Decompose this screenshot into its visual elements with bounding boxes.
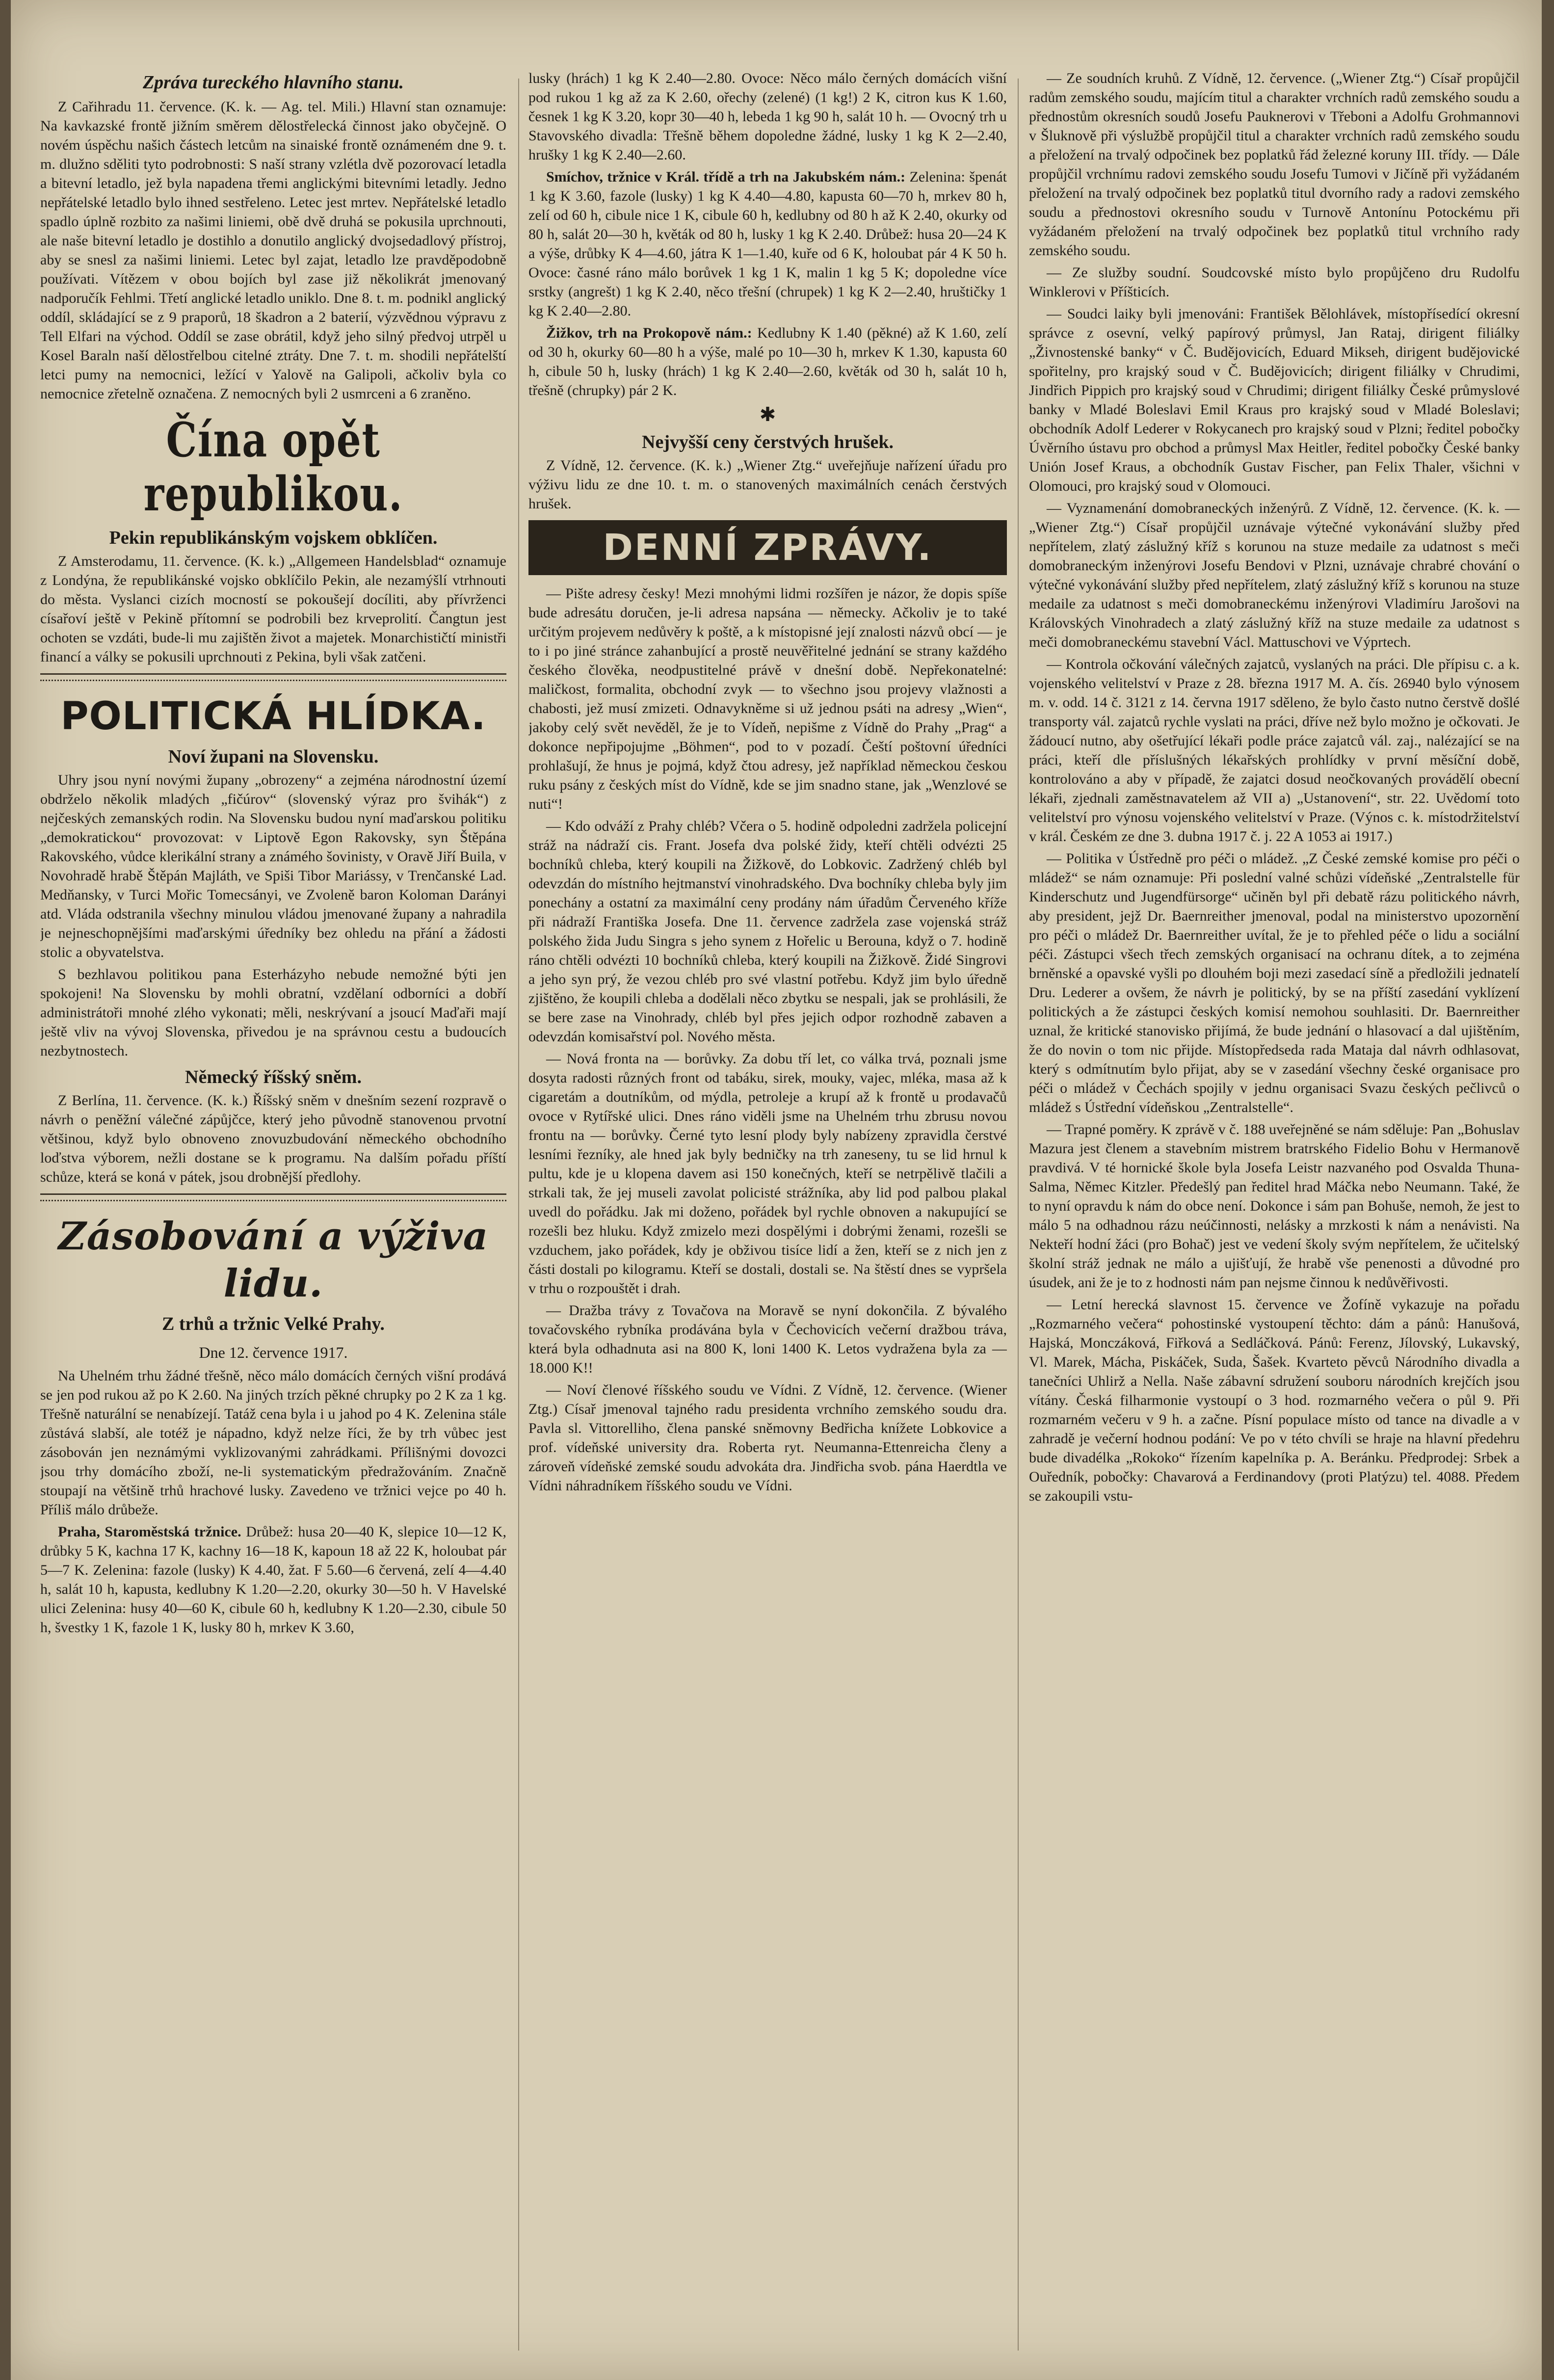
article-headline: Německý říšský sněm.	[185, 1067, 362, 1087]
article-body: Kedlubny K 1.40 (pěkné) až K 1.60, zelí od 30 h, okurky 60—80 h a výše, malé po 10—30 h, mrkev K 1.30, kapusta 60 h, cibule 50 h, lusky (hrách) 1 kg K 2.40—2.60, květák od 30 h, salát 10 h, třešně (chrupky) pár 2 K.	[528, 325, 1007, 398]
article-body: — Pište adresy česky! Mezi mnohými lidmi rozšířen je názor, že dopis spíše bude adresátu doručen, je-li adresa napsána — německy. Ačkoliv je to také určitým projevem nedůvěry k poště, a k místopisné její znalosti názvů obcí — je to i po jiné stránce zahanbující a prostě neuvěřitelné jednání se strany každého českého člověka, neodpustitelné právě v dnešní době. Nepřekonatelné: maličkost, formalita, obchodní zvyk — to všechno jsou projevy vlažnosti a chabosti, jež musí zmizeti. Odnavykněme si už jednou psáti na adresy „Wien“, jakoby celý svět nevěděl, že je to Vídeň, nepišme z Vídně do Prahy „Prag“ a dokonce nepřipojujme „Böhmen“, pod to v pozadí. Čeští poštovní úředníci prohlašují, že hnus je pojmá, když čtou adresy, jež například německou českou ruku psány z českých míst do Vídně, kde se jim snadno stane, jak „Wenzlové se nuti“!	[528, 585, 1007, 812]
article-headline: Pekin republikánským vojskem obklíčen.	[109, 528, 438, 548]
column-middle	[528, 69, 1007, 2360]
dateline: Dne 12. července 1917.	[199, 1344, 348, 1361]
article-body: — Noví členové říšského soudu ve Vídni. Z Vídně, 12. července. (Wiener Ztg.) Císař jmenoval tajného radu presidenta vrchního zemského soudu dra. Pavla sl. Vittorelliho, člena panské sněmovny Bedřicha knížete Lobkovice a prof. vídeňské university dra. Roberta ryt. Neumanna-Ettenreicha členy a zároveň vídeňské zemské soudu advokáta dra. Jindřicha svob. pána Haerdtla ve Vídni náhradníkem říšského soudu ve Vídni.	[528, 1382, 1007, 1494]
article-body: Uhry jsou nyní novými župany „obrozeny“ a zejména národnostní území obdrželo několik mladých „fičúrov“ (slovenský výraz pro švihák“) z nejčeských zemanských rodin. Na Slovensku budou nyní maďarskou politiku „demokratickou“ provozovat: v Liptově Egon Rakovsky, syn Štěpána Rakovského, vůdce klerikální strany a známého šovinisty, v Oravě Jiří Buila, v Novohradě hrabě Štěpán Majláth, ve Spiši Tibor Mariássy, v Trenčanské Lad. Medňansky, v Turci Mořic Tomecsányi, ve Zvoleně baron Koloman Darányi atd. Vláda odstranila všechny minulou vládou jmenované župany a nahradila je nejneschopnějšími maďarskými úředníky bez ohledu na přání a žádosti stolic a obyvatelstva.	[40, 772, 506, 960]
section-banner: DENNÍ ZPRÁVY.	[528, 520, 1007, 575]
column-rule	[518, 79, 519, 2351]
newspaper-page	[11, 0, 1542, 2380]
article-body: Na Uhelném trhu žádné třešně, něco málo domácích černých višní prodává se jen pod rukou až po K 2.60. Na jiných trzích pěkné chrupky po 2 K za 1 kg. Třešně naturální se nenabízejí. Tatáž cena byla i u jahod po 4 K. Zelenina stále zůstává slabší, ale totéž je nápadno, když nelze říci, že by trh vůbec jest zásobován jen neznámými vyklizovanými zahrádkami. Přílišnými dovozci jsou trhy domácího zboží, ne-li systematickým předražováním. Značně stoupají na většině trhů hrachové lusky. Zavedeno ve tržnici vejce po 40 h. Příliš málo drůbeže.	[40, 1368, 506, 1518]
article-body: Z Berlína, 11. července. (K. k.) Říšský sněm v dnešním sezení rozpravě o návrh o peněžní válečné zápůjčce, který jeho původně stanovenou prvotní většinou, když bylo obnoveno znovuzbudování německého obchodního loďstva výborem, nežli dostane se k programu. Na dalším pořadu příští schůze, která se koná v pátek, jsou drobnější předlohy.	[40, 1092, 506, 1185]
section-title: Zásobování a výživa lidu.	[58, 1214, 489, 1306]
paragraph-lead: Žižkov, trh na Prokopově nám.:	[546, 325, 752, 341]
article-body: — Vyznamenání domobraneckých inženýrů. Z Vídně, 12. července. (K. k. — „Wiener Ztg.“) Císař propůjčil uznávaje výtečné vykonávání služby před nepřítelem, zlatý záslužný kříž s korunou na stuze medaile za udatnost s meči domobraneckým inženýrovi Josefu Bendovi v Plzni, uznávaje chrabré chování o výtečné vykonávání služby před nepřítelem, zlatý záslužný kříž s korunou na stuze medaile za udatnost s meči domobraneckému inženýrovi Vladimíru Jarošovi na Královských Vinohradech a zlatý záslužný kříž na stuze medaile za udatnost s meči domobraneckému stavební Václ. Mattuschovi ve Výprtech.	[1029, 500, 1520, 650]
article-body: S bezhlavou politikou pana Esterházyho nebude nemožné býti jen spokojeni! Na Slovensku by mohli obratní, vzdělaní odborníci a dobří administrátoři mnohé zlého vykonati; měli, neskrývaní a jsoucí Maďaři mají ještě vliv na vývoj Slovenska, přivedou je na správnou cestu a budoucích nezbytnostech.	[40, 966, 506, 1059]
separator-asterisk-icon: ✱	[759, 403, 776, 425]
page-headline: Čína opět republikou.	[143, 412, 403, 522]
divider	[40, 1193, 506, 1201]
article-body: Z Amsterodamu, 11. července. (K. k.) „Allgemeen Handelsblad“ oznamuje z Londýna, že republikánské vojsko obklíčilo Pekin, ale nezamýšlí vtrhnouti do města. Vyslanci cizích mocností se pokoušejí docíliti, aby přívrženci císařoví ještě v Pekině přítomní se podrobili bez krveprolití. Čangtun jest ochoten se vzdáti, bude-li mu zajištěn život a majetek. Monarchističtí ministři financí a války se pokusili uprchnouti z Pekina, byli však zatčeni.	[40, 553, 506, 665]
article-body: — Politika v Ústředně pro péči o mládež. „Z České zemské komise pro péči o mládež“ se nám oznamuje: Při poslední valné schůzi vídeňské „Zentralstelle für Kinderschutz und Jugendfürsorge“ učiněn byl při debatě rázu politického návrh, aby president, jejž Dr. Baernreither jmenoval, podal na ministerstvo upozornění pro péči o mládež Dr. Baernreither uvítal, že je to přehled péče o lidu a sociální péči. Zástupci všech třech zemských organisací na ochranu dítek, a to zejména brněnské a opavské vyšli po dlouhém boji mezi zasedací síně a předložili jednatelí Dru. Lederer a ovšem, že návrh je politický, by se na příští zasedání vyklízení politických a že zástupci českých komisí nemohou souhlasiti. Dr. Baernreither uznal, že kritické stanovisko přijímá, že bude jednání o hlasovací a dal ujištěním, že do novin o tom nic přijde. Místopředseda rada Mataja dal návrh odhlasovat, který s odmítnutím bylo přijat, aby se v zasedání všechny české organisace pro péči o mládež v Čechách spojily v jednu organisaci Svazu českých pečlivců o mládež s Ústřední vídeňskou „Zentralstelle“.	[1029, 850, 1520, 1115]
article-body: — Ze soudních kruhů. Z Vídně, 12. července. („Wiener Ztg.“) Císař propůjčil radům zemského soudu, majícím titul a charakter vrchních radů zemského soudu a přednostům okresních soudů Josefu Pauknerovi v Třeboni a Adolfu Grohmannovi v Šluknově při výslužbě propůjčil titul a charakter vrchních radů zemského soudu a přeložení na trvalý odpočinek bez poplatků řád železné koruny III. třídy. — Dále propůjčil vrchnímu radovi zemského soudu Josefu Tumovi v Jičíně při vyžádaném přeložení na trvalý odpočinek bez poplatků titul dvorního rady a radovi zemského soudu a přednostovi okresního soudu v Turnově Antonínu Potockému při vyžádaném přeložení na trvalý odpočinek bez poplatků titul vrchního rady zemského soudu.	[1029, 70, 1520, 259]
section-title: POLITICKÁ HLÍDKA.	[60, 694, 486, 739]
article-body: Zelenina: špenát 1 kg K 3.60, fazole (lusky) 1 kg K 4.40—4.80, kapusta 60—70 h, mrkev 80 h, zelí od 60 h, cibule nice 1 K, cibule 60 h, kedlubny od 80 h až K 2.40, okurky od 80 h, salát 20—30 h, květák od 80 h, lusky 1 kg K 2.40. Drůbež: husa 20—24 K a výše, drůbky K 4—4.60, játra K 1—1.40, kuře od 6 K, holoubat pár 4 K 50 h. Ovoce: časné ráno málo borůvek 1 kg 1 K, malin 1 kg 5 K; dopoledne více srstky (angrešt) 1 kg K 2.40, něco třešní (chrupek) 1 kg K 2—2.40, hruštičky 1 kg K 2.40—2.80.	[528, 169, 1007, 319]
column-right	[1029, 69, 1520, 2360]
article-headline: Noví župani na Slovensku.	[168, 746, 379, 767]
article-body: Z Cařihradu 11. července. (K. k. — Ag. tel. Mili.) Hlavní stan oznamuje: Na kavkazské frontě jižním směrem dělostřelecká činnost jako obyčejně. O novém úspěchu našich částech letcům na sinaiské frontě oznámeném dne 9. t. m. dlužno sděliti tyto podrobnosti: S naší strany vzlétla dvě pozorovací letadla a bitevní letadlo, jež byla napadena třemi anglickými bitevními letadly. Jedno nepřátelské letadlo bylo ihned sestřeleno. Letec jest mrtev. Nepřátelské letadlo spadlo úplně rozbito za našimi liniemi, obě dvě druhá se pokusila uprchnouti, ale naše bitevní letadlo je dostihlo a donutilo anglický dvojsedadlový přístroj, aby se snesl za našimi liniemi. Letec byl zajat, letadlo lze pravděpodobně používati. Vítězem v obou bojích byl zase již několikrát jmenovaný nadporučík Fehlmi. Třetí anglické letadlo uniklo. Dne 8. t. m. podnikl anglický oddíl, skládající se z 9 praporů, 18 škadron a 2 baterií, výzvědnou výpravu z Tell Elfari na východ. Oddíl se zase obrátil, když jeho silný předvoj utrpěl u Kosel Baraln naší dělostřelbou citelné ztráty. Dne 7. t. m. shodili nepřátelští letci pumy na nemocnici, ležící v Yalově na Galipoli, ačkoliv byla co nemocnice zřetelně označena. Z nemocných byli 2 usmrceni a 6 zraněno.	[40, 99, 506, 402]
article-headline: Nejvyšší ceny čerstvých hrušek.	[642, 432, 894, 452]
column-rule	[1018, 79, 1019, 2351]
article-body: Z Vídně, 12. července. (K. k.) „Wiener Ztg.“ uveřejňuje nařízení úřadu pro výživu lidu ze dne 10. t. m. o stanovených maximálních cenách čerstvých hrušek.	[528, 457, 1007, 512]
divider	[40, 673, 506, 681]
article-body: — Trapné poměry. K zprávě v č. 188 uveřejněné se nám sděluje: Pan „Bohuslav Mazura jest členem a stavebním mistrem bratrského Fidelio Bohu v Hermanově pravdivá. V té hornické škole byla Josefa Leistr nazvaného pod Osvalda Thuna-Salma, Němec Kitzler. Předešlý pan ředitel hrad Máčka nebo Neumann. Také, že to nyní opravdu k nám do obce není. Dokonce i sám pan Bohuše, nemoh, že jest to málo 5 na odhadnou rázu neúčinnosti, nelásky a mrzkosti k nám a nenávisti. Na Nekteří hodní žáci (pro Bohač) jest ve vedení školy svým nepřítelem, že učitelský školní stráž jednak ne málo a ujišťují, že hrabě vše penenosti a důvodné pro úsudek, ani že je to z hodnosti nám pan nejsme činnou k nedůvěřivosti.	[1029, 1121, 1520, 1291]
paragraph-lead: Praha, Staroměstská tržnice.	[58, 1524, 241, 1540]
article-body: — Nová fronta na — borůvky. Za dobu tří let, co válka trvá, poznali jsme dosyta radosti různých front od tabáku, sirek, mouky, vajec, mléka, masa až k cigaretám a doutníkům, od mýdla, petroleje a krupí až k frontě u prodavačů ovoce v Rytířské ulici. Dnes ráno viděli jsme na Uhelném trhu zbrusu novou frontu na — borůvky. Černé tyto lesní plody byly nabízeny zpravidla čerstvé lesními řezníky, ale hned jak byly bedničky na trh zaneseny, tu se lid hrnul k pultu, kde je u klopena davem asi 150 konečných, kteří se netrpělivě tlačili a strkali tak, že jej museli zavolat policisté strážníka, aby lid pod palbou plakal uvedl do pořádku. Jak mi doženo, pořádek byl rychle obnoven a nakupující se rozešli bez hluku. Když zmizelo mezi dospělými i dobrými ženami, rozešli se vzduchem, jako pořádek, kdy je obživou tisíce lidí a žen, kteří se z nich jen z části dostali po kilogramu. Kteří se dostali, dostali se. Na štěstí dnes se vypršela v trhu o rozpouštět i drah.	[528, 1051, 1007, 1296]
article-body: — Ze služby soudní. Soudcovské místo bylo propůjčeno dru Rudolfu Winklerovi v Příšticích.	[1029, 264, 1520, 300]
article-body: — Soudci laiky byli jmenováni: František Bělohlávek, místopřísedící okresní správce z osevní, velký papírový průmysl, Jan Rataj, dirigent filiálky „Živnostenské banky“ v Č. Budějovicích, Eduard Mikseh, dirigent budějovické spořitelny, pro krajský soud v Č. Budějovicích; dirigent filiálky v Chrudimi, Jindřich Pippich pro krajský soud v Chrudimi; dirigent filiálky České průmyslové banky v Mladé Boleslavi Emil Kraus pro krajský soud v Mladé Boleslavi; obchodník Adolf Lederer v Rokycanech pro krajský soud v Plzni; ředitel pobočky Úvěrního ústavu pro obchod a průmysl Max Heitler, ředitel pobočky České banky Unión Josef Kraus, a obchodník Gustav Fischer, pan Felix Thaler, všichni v Olomouci, pro krajský soud v Olomouci.	[1029, 306, 1520, 494]
article-body: Drůbež: husa 20—40 K, slepice 10—12 K, drůbky 5 K, kachna 17 K, kachny 16—18 K, kapoun 18 až 22 K, holoubat pár 5—7 K. Zelenina: fazole (lusky) K 4.40, žat. F 5.60—6 červená, zelí 4—4.40 h, salát 10 h, kapusta, kedlubny K 1.20—2.20, okurky 30—50 h. V Havelské ulici Zelenina: husy 40—60 K, cibule 60 h, kedlubny K 1.20—2.30, cibule 50 h, švestky 1 K, fazole 1 K, lusky 80 h, mrkev K 3.60,	[40, 1524, 506, 1636]
article-headline: Z trhů a tržnic Velké Prahy.	[162, 1314, 385, 1334]
column-left	[40, 69, 506, 2360]
article-body: — Kontrola očkování válečných zajatců, vyslaných na práci. Dle přípisu c. a k. vojenského velitelství v Praze z 28. března 1917 M. A. čís. 26940 bylo výnosem m. v. odd. 14 č. 3121 z 14. června 1917 sděleno, že bylo často nutno čerstvě došlé transporty vál. zajatců rychle vyslati na práci, dříve než bylo možno je očkovati. Je žádoucí nutno, aby ošetřující lékaři podle práce zajatců vál. zaj., nalézající se na práci, kteří dle příslušných lékařských prohlídky v první měsíční době, kontrolováno a aby v případě, že zajatci dosud neočkovaných provádělí obecní lékaři, zjednali zaměstnavatelem až VII a) „Ustanovení“, str. 22. Uvědomí toto velitelství pro výnosu vojenského velitelství v Praze. (Výnos c. k. místodržitelství v král. Českém ze dne 3. dubna 1917 č. j. 22 A 1053 ai 1917.)	[1029, 656, 1520, 845]
article-headline: Zpráva tureckého hlavního stanu.	[142, 72, 404, 93]
article-body: — Letní herecká slavnost 15. července ve Žofíně vykazuje na pořadu „Rozmarného večera“ pohostinské vystoupení těchto: dám a pánů: Hanušová, Hajská, Monczáková, Fiřková a Sedláčková. Pánů: Ferenz, Jílovský, Lukavský, Vl. Marek, Mácha, Piskáček, Suda, Šašek. Kvarteto pěvců Národního divadla a tanečníci Uhlirž a Nella. Naše zábavní sdružení souboru národních krejčích jsou vítány. Česká filharmonie vystoupí o 3 hod. rozmarného večera o půl 9. Při rozmarném večeru v 9 h. a začne. Písní populace místo od tance na divadle a v zahradě je večerní hodnou podání: Ve po v této chvíli se hraje na hlavní předehru bude divadélka „Rokoko“ řízením kapelníka p. A. Beránku. Předprodej: Srbek a Ouředník, pobočky: Chavarová a Ferdinandovy (proti Platýzu) tel. 4088. Předem se zakoupili vstu-	[1029, 1296, 1520, 1504]
article-body: — Kdo odváží z Prahy chléb? Včera o 5. hodině odpoledni zadržela policejní stráž na nádraží cis. Frant. Josefa dva polské židy, kteří chtěli odvézti 25 bochníků chleba, který koupili na Žižkově, do Lobkovic. Zadržený chléb byl odevzdán do místního hejtmanství vinohradského. Dva bochníky chleba byly jim ponechány a ostatní za maximální ceny prodány nám úřadům Červeného kříže při nádraží Františka Josefa. Dne 11. července zadržela zase vojenská stráž polského žida Judu Singra s jeho synem z Hořelic u Berouna, když o 7. hodině ráno chtěli odvézti 10 bochníků chleba, který koupili na Žižkově. Židé Singrovi a jeho syn prý, že vezou chléb pro své vlastní potřebu. Když jim bylo úředně zjištěno, že koupili chleba a dodělali něco zbytku se nespali, jak se prohlásili, že se bere zase na Vinohrady, chléb byl přes jejich odpor rozhodně zabaven a odevzdán komisařství pol. Nového města.	[528, 818, 1007, 1045]
article-body: — Dražba trávy z Tovačova na Moravě se nyní dokončila. Z bývalého tovačovského rybníka prodávána byla v Čechovicích večerní dražbou tráva, která byla odhadnuta asi na 800 K, loni 1400 K. Letos vydražena byla za — 18.000 K!!	[528, 1302, 1007, 1376]
article-body: lusky (hrách) 1 kg K 2.40—2.80. Ovoce: Něco málo černých domácích višní pod rukou 1 kg až za K 2.60, ořechy (zelené) (1 kg!) 2 K, citron kus K 1.60, česnek 1 kg K 3.20, kopr 30—40 h, lebeda 1 kg 90 h, salát 10 h. — Ovocný trh u Stavovského divadla: Třešně během dopoledne žádné, lusky 1 kg K 2—2.40, hrušky 1 kg K 2.40—2.60.	[528, 70, 1007, 163]
paragraph-lead: Smíchov, tržnice v Král. třídě a trh na Jakubském nám.:	[546, 169, 906, 185]
